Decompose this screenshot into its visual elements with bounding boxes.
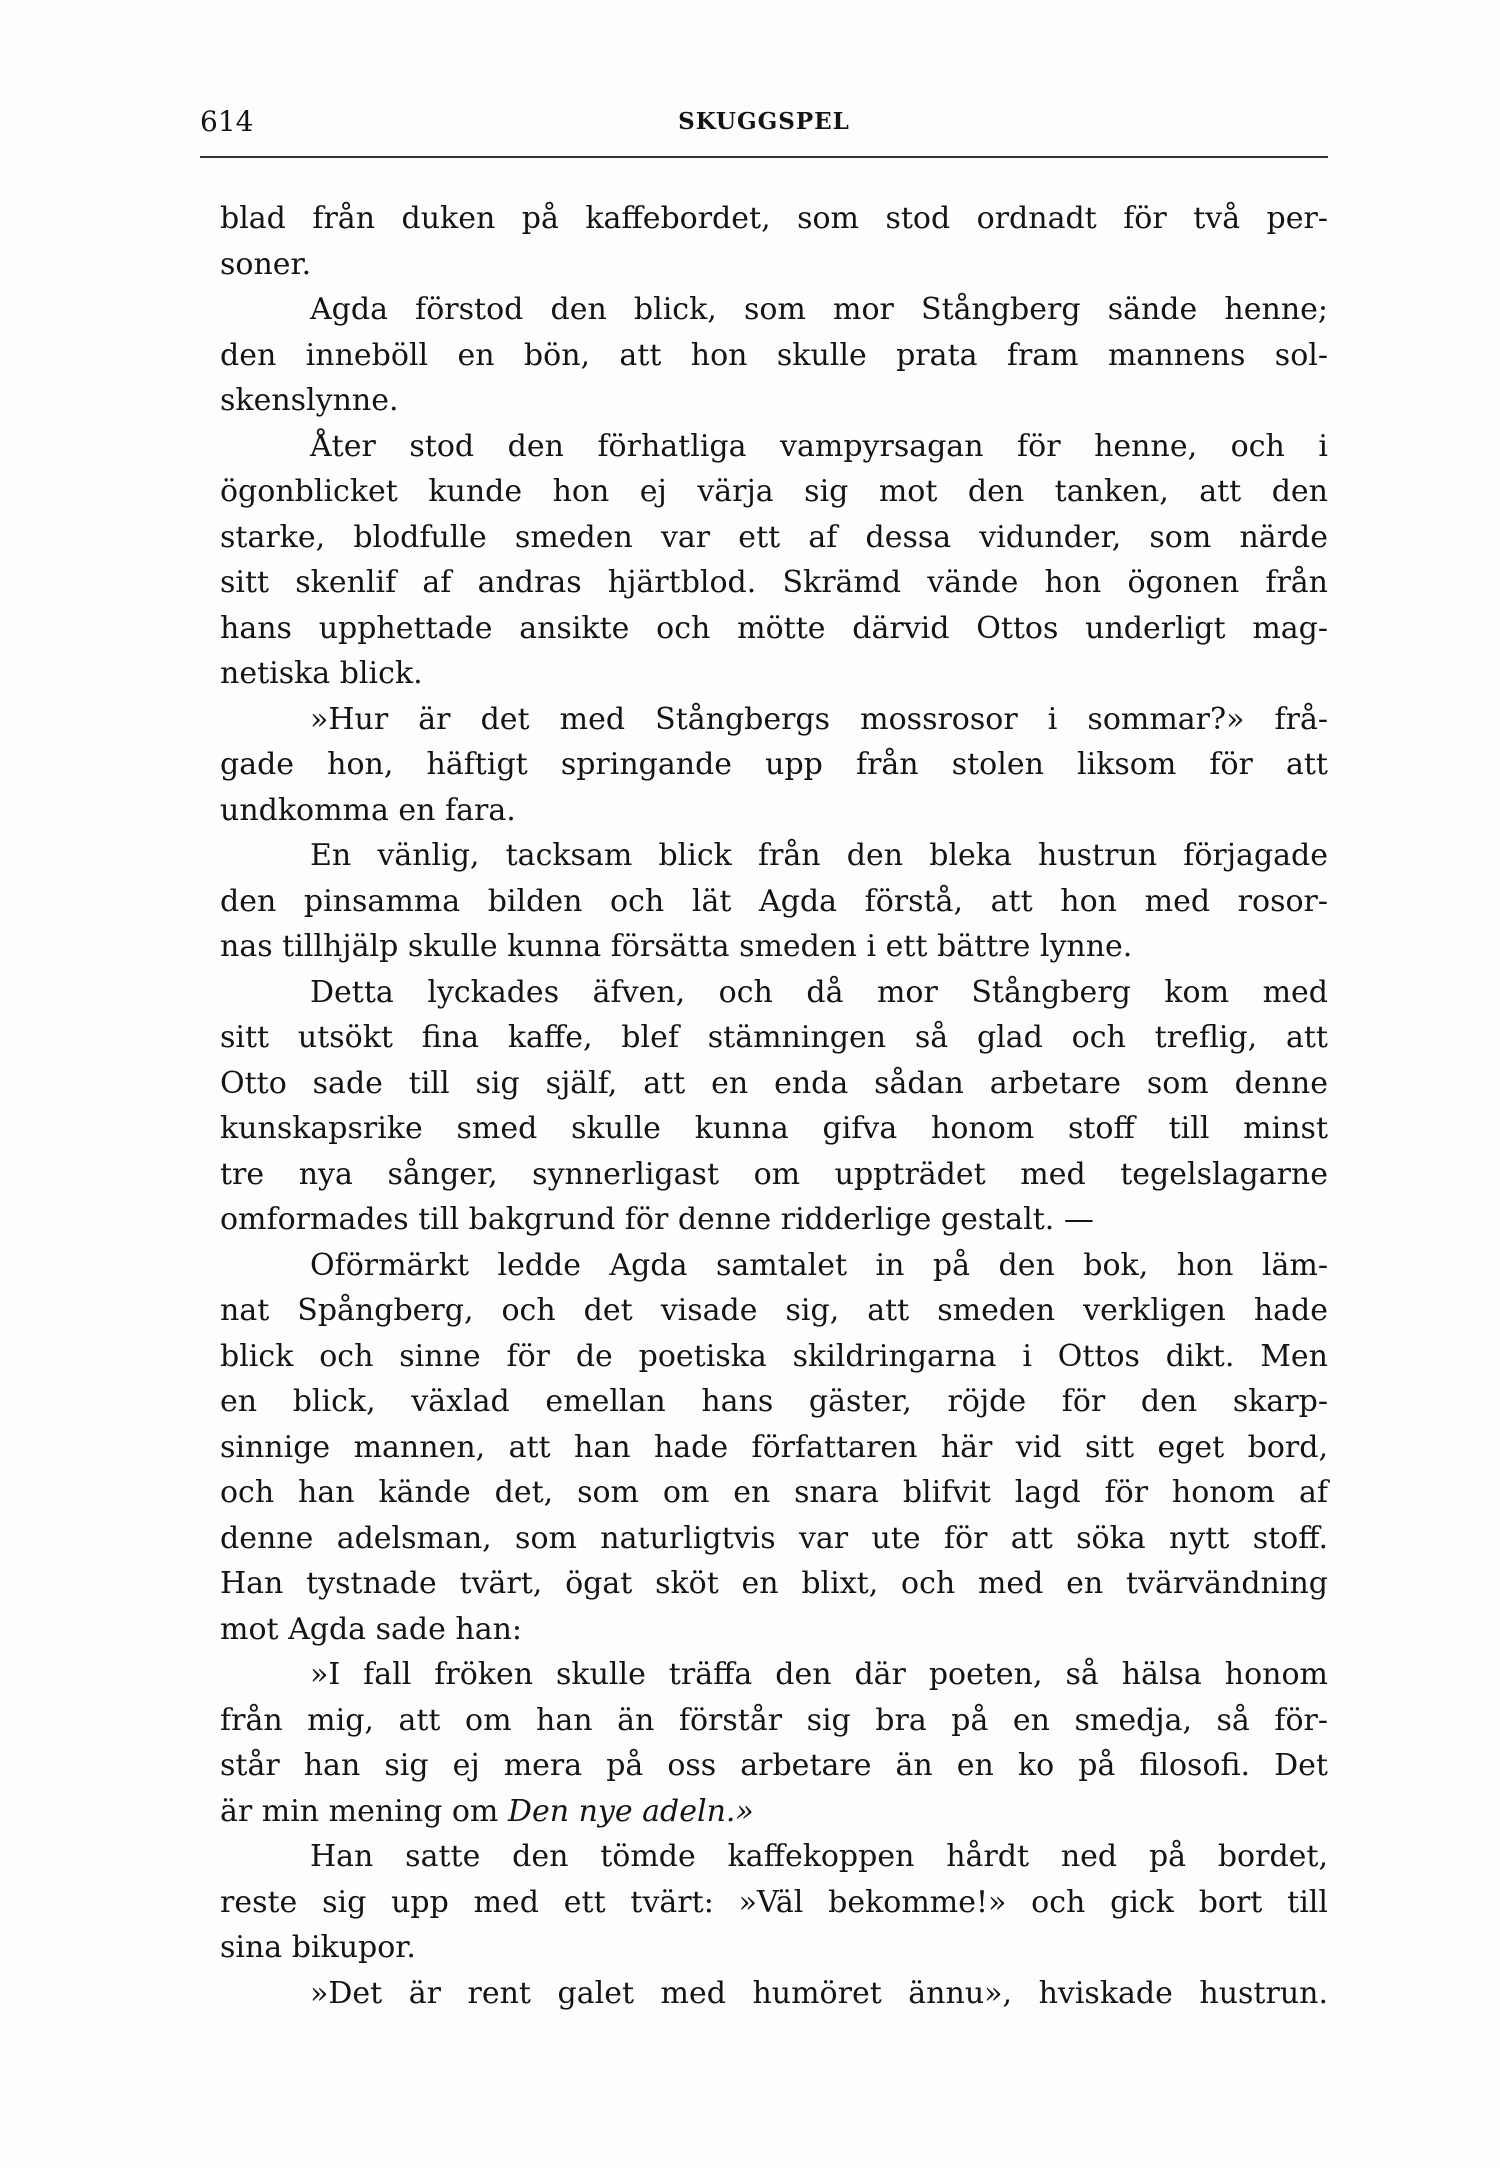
text-line-content: Han tystnade tvärt, ögat sköt en blixt, och med en tvärvändning: [220, 1566, 1328, 1601]
text-line: [220, 424, 1328, 470]
text-line-content: ögonblicket kunde hon ej värja sig mot den tanken, att den: [220, 474, 1328, 509]
text-line-content: »Det är rent galet med humöret ännu», hviskade hustrun.: [310, 1975, 1328, 2011]
text-line: [220, 742, 1328, 788]
text-line: [220, 515, 1328, 561]
text-line: [220, 651, 1328, 697]
running-title: SKUGGSPEL: [678, 108, 850, 135]
text-line-content: skenslynne.: [220, 383, 399, 418]
text-line-content: tre nya sånger, synnerligast om uppträdet med tegelslagarne: [220, 1156, 1328, 1192]
text-line-content: »I fall fröken skulle träffa den där poeten, så hälsa honom: [310, 1657, 1328, 1692]
text-line: [220, 970, 1328, 1016]
text-line: [220, 1061, 1328, 1107]
text-line: [220, 1152, 1328, 1198]
text-line-content: och han kände det, som om en snara blifvit lagd för honom af: [220, 1475, 1328, 1510]
text-line-content: Åter stod den förhatliga vampyrsagan för henne, och i: [310, 428, 1328, 464]
text-line: [220, 788, 1328, 834]
text-line-content: undkomma en fara.: [220, 792, 516, 828]
text-line: [220, 1880, 1328, 1926]
text-line-content: En vänlig, tacksam blick från den bleka hustrun förjagade: [310, 838, 1328, 873]
body-text: [220, 196, 1328, 2016]
text-line-content: netiska blick.: [220, 656, 423, 691]
text-line: [220, 1607, 1328, 1653]
page-number: 614: [200, 105, 254, 138]
text-line-content: står han sig ej mera på oss arbetare än en ko på filosofi. Det: [220, 1748, 1328, 1783]
text-line: [220, 1379, 1328, 1425]
text-line-content: Otto sade till sig själf, att en enda sådan arbetare som denne: [220, 1065, 1328, 1101]
text-line-content: Han satte den tömde kaffekoppen hårdt ned på bordet,: [310, 1839, 1328, 1874]
text-line: [220, 378, 1328, 424]
text-line-content: sina bikupor.: [220, 1930, 416, 1965]
text-line-content: Agda förstod den blick, som mor Stångberg sände henne;: [310, 292, 1328, 327]
text-line: [220, 924, 1328, 970]
text-line-content: sitt skenlif af andras hjärtblod. Skrämd vände hon ögonen från: [220, 565, 1328, 600]
text-line: [220, 1425, 1328, 1471]
text-line-content: Detta lyckades äfven, och då mor Stångberg kom med: [310, 974, 1328, 1010]
text-line-content: kunskapsrike smed skulle kunna gifva honom stoff till minst: [220, 1111, 1328, 1146]
text-line: [220, 879, 1328, 925]
text-line: [220, 1334, 1328, 1380]
text-line-content: sitt utsökt fina kaffe, blef stämningen så glad och treflig, att: [220, 1020, 1328, 1055]
text-line: [220, 287, 1328, 333]
text-line-content: är min mening om: [220, 1793, 499, 1829]
text-line-content: nat Spångberg, och det visade sig, att smeden verkligen hade: [220, 1293, 1328, 1328]
text-line: [220, 606, 1328, 652]
text-line: [220, 1698, 1328, 1744]
text-line-content: starke, blodfulle smeden var ett af dessa vidunder, som närde: [220, 519, 1328, 555]
text-line: [220, 1834, 1328, 1880]
text-line: [220, 1516, 1328, 1562]
page-header: [200, 102, 1328, 142]
text-line-content: soner.: [220, 246, 312, 282]
text-line: [220, 560, 1328, 606]
text-line-content: hans upphettade ansikte och mötte därvid Ottos underligt mag-: [220, 610, 1328, 646]
text-line-content: nas tillhjälp skulle kunna försätta smeden i ett bättre lynne.: [220, 929, 1133, 964]
text-line: [220, 1470, 1328, 1516]
text-line-content: Oförmärkt ledde Agda samtalet in på den bok, hon läm-: [310, 1247, 1328, 1283]
text-line-content: från mig, att om han än förstår sig bra på en smedja, så för-: [220, 1702, 1328, 1738]
text-line-content: denne adelsman, som naturligtvis var ute för att söka nytt stoff.: [220, 1520, 1328, 1556]
text-line: [220, 1015, 1328, 1061]
text-line: [220, 196, 1328, 242]
text-line-content: sinnige mannen, att han hade författaren här vid sitt eget bord,: [220, 1429, 1328, 1465]
text-line: [220, 333, 1328, 379]
text-line: [220, 1197, 1328, 1243]
text-line: [220, 1288, 1328, 1334]
text-line-content: »Hur är det med Stångbergs mossrosor i sommar?» frå-: [310, 701, 1328, 737]
text-line: [220, 1789, 1328, 1835]
text-line: [220, 1652, 1328, 1698]
text-line: [220, 1561, 1328, 1607]
text-line: [220, 1971, 1328, 2017]
text-line-content: gade hon, häftigt springande upp från stolen liksom för att: [220, 747, 1328, 782]
text-line-content: reste sig upp med ett tvärt: »Väl bekomme!» och gick bort till: [220, 1884, 1328, 1920]
text-line: [220, 1243, 1328, 1289]
text-line-content: den pinsamma bilden och lät Agda förstå, att hon med rosor-: [220, 883, 1328, 919]
book-title-italic: Den nye adeln.»: [507, 1793, 754, 1829]
text-line: [220, 469, 1328, 515]
text-line-content: den inneböll en bön, att hon skulle prata fram mannens sol-: [220, 337, 1328, 373]
text-line: [220, 1925, 1328, 1971]
text-line: [220, 1743, 1328, 1789]
text-line: [220, 833, 1328, 879]
text-line-content: en blick, växlad emellan hans gäster, röjde för den skarp-: [220, 1384, 1328, 1419]
header-rule: [200, 156, 1328, 158]
text-line-content: blick och sinne för de poetiska skildringarna i Ottos dikt. Men: [220, 1338, 1328, 1374]
text-line: [220, 697, 1328, 743]
text-line: [220, 242, 1328, 288]
text-line-content: omformades till bakgrund för denne ridderlige gestalt. —: [220, 1202, 1094, 1237]
text-line-content: blad från duken på kaffebordet, som stod ordnadt för två per-: [220, 201, 1328, 236]
text-line: [220, 1106, 1328, 1152]
text-line-content: mot Agda sade han:: [220, 1611, 523, 1647]
